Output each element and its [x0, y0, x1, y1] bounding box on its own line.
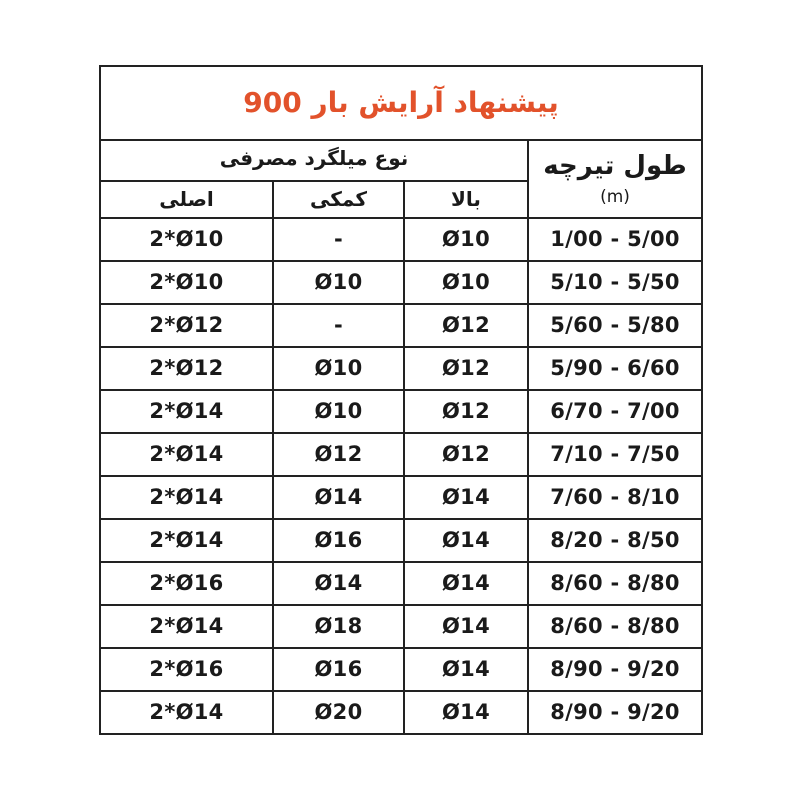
cell-top-rebar: Ø14	[404, 691, 528, 734]
cell-aux-rebar: Ø10	[273, 390, 404, 433]
title-row	[100, 66, 702, 140]
table-body	[100, 66, 702, 218]
cell-main-rebar: 2*Ø14	[100, 691, 273, 734]
header-row-group	[100, 140, 702, 181]
table-row	[100, 218, 702, 261]
cell-aux-rebar: Ø14	[273, 562, 404, 605]
cell-main-rebar: 2*Ø16	[100, 648, 273, 691]
table-row	[100, 304, 702, 347]
cell-aux-rebar: Ø10	[273, 347, 404, 390]
cell-length-range: 8/20 - 8/50	[528, 519, 702, 562]
column-header-top: بالا	[404, 181, 528, 218]
table-row	[100, 390, 702, 433]
cell-top-rebar: Ø14	[404, 519, 528, 562]
cell-length-range: 8/90 - 9/20	[528, 648, 702, 691]
cell-top-rebar: Ø12	[404, 347, 528, 390]
cell-length-range: 5/60 - 5/80	[528, 304, 702, 347]
rebar-type-header	[100, 140, 528, 181]
cell-main-rebar: 2*Ø14	[100, 476, 273, 519]
cell-top-rebar: Ø14	[404, 648, 528, 691]
rebar-type-header-label: نوع میلگرد مصرفی	[219, 146, 409, 171]
cell-aux-rebar: Ø10	[273, 261, 404, 304]
cell-length-range: 8/60 - 8/80	[528, 562, 702, 605]
cell-top-rebar: Ø10	[404, 218, 528, 261]
cell-aux-rebar: Ø20	[273, 691, 404, 734]
cell-top-rebar: Ø14	[404, 605, 528, 648]
table-row	[100, 519, 702, 562]
table-row	[100, 562, 702, 605]
cell-main-rebar: 2*Ø12	[100, 347, 273, 390]
cell-main-rebar: 2*Ø14	[100, 605, 273, 648]
cell-top-rebar: Ø14	[404, 476, 528, 519]
cell-aux-rebar: Ø16	[273, 519, 404, 562]
cell-length-range: 6/70 - 7/00	[528, 390, 702, 433]
cell-length-range: 7/10 - 7/50	[528, 433, 702, 476]
table-title: پیشنهاد آرایش بار 900	[100, 66, 702, 140]
cell-length-range: 8/90 - 9/20	[528, 691, 702, 734]
joist-length-header	[528, 140, 702, 218]
table-row	[100, 691, 702, 734]
cell-main-rebar: 2*Ø12	[100, 304, 273, 347]
table-data-rows	[100, 218, 702, 734]
table-row	[100, 347, 702, 390]
cell-main-rebar: 2*Ø14	[100, 519, 273, 562]
cell-main-rebar: 2*Ø16	[100, 562, 273, 605]
column-header-aux: کمکی	[273, 181, 404, 218]
table-row	[100, 476, 702, 519]
cell-top-rebar: Ø14	[404, 562, 528, 605]
cell-aux-rebar: Ø14	[273, 476, 404, 519]
cell-length-range: 8/60 - 8/80	[528, 605, 702, 648]
cell-top-rebar: Ø10	[404, 261, 528, 304]
cell-aux-rebar: Ø16	[273, 648, 404, 691]
cell-aux-rebar: Ø18	[273, 605, 404, 648]
cell-top-rebar: Ø12	[404, 304, 528, 347]
cell-length-range: 7/60 - 8/10	[528, 476, 702, 519]
cell-aux-rebar: Ø12	[273, 433, 404, 476]
cell-top-rebar: Ø12	[404, 433, 528, 476]
cell-top-rebar: Ø12	[404, 390, 528, 433]
joist-length-unit: (m)	[600, 186, 630, 207]
cell-main-rebar: 2*Ø14	[100, 433, 273, 476]
cell-aux-rebar: -	[273, 304, 404, 347]
table-row	[100, 605, 702, 648]
cell-main-rebar: 2*Ø10	[100, 261, 273, 304]
cell-aux-rebar: -	[273, 218, 404, 261]
rebar-arrangement-table	[99, 65, 703, 735]
column-header-main: اصلی	[100, 181, 273, 218]
table-row	[100, 433, 702, 476]
table-row	[100, 261, 702, 304]
cell-length-range: 5/90 - 6/60	[528, 347, 702, 390]
joist-length-title: طول تیرچه	[543, 150, 687, 181]
cell-main-rebar: 2*Ø10	[100, 218, 273, 261]
cell-length-range: 5/10 - 5/50	[528, 261, 702, 304]
cell-length-range: 1/00 - 5/00	[528, 218, 702, 261]
cell-main-rebar: 2*Ø14	[100, 390, 273, 433]
table-row	[100, 648, 702, 691]
